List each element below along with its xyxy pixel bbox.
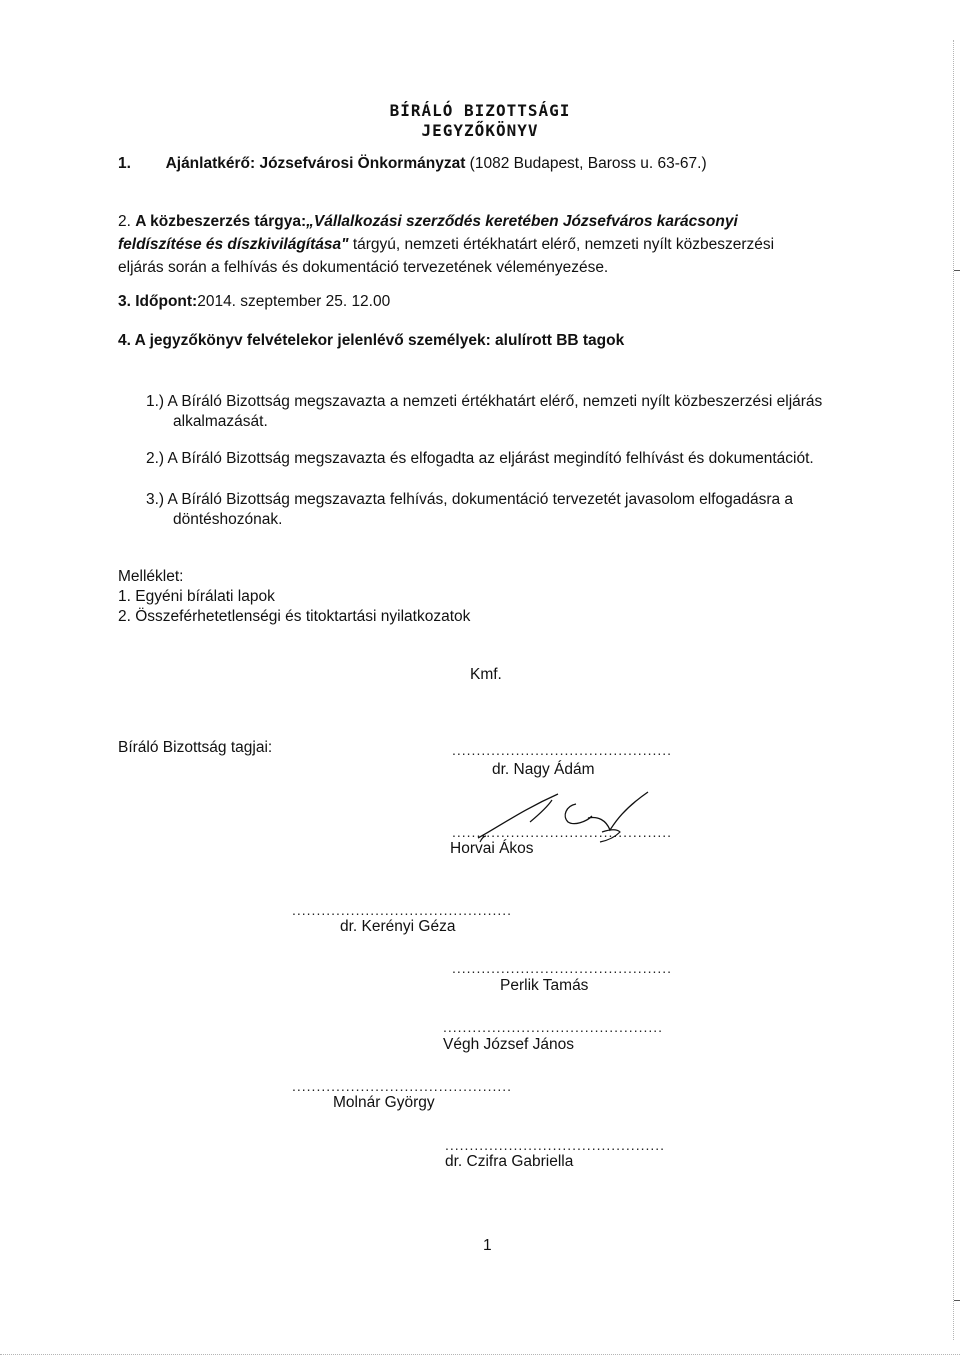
attachment-item-2 — [118, 607, 470, 627]
section-2-line1 — [118, 212, 738, 232]
scan-edge-mark — [954, 270, 960, 271]
signatory-name: Végh József János — [443, 1036, 574, 1053]
decision-1-line1 — [146, 392, 822, 412]
signature-line: ............................................. — [445, 1137, 666, 1153]
kmf-label: Kmf. — [470, 666, 502, 683]
signatory-name: dr. Nagy Ádám — [492, 761, 595, 778]
signature-line: ............................................. — [452, 960, 673, 976]
section-1-label: Ajánlatkérő: — [165, 155, 256, 172]
signatory-name: dr. Czifra Gabriella — [445, 1153, 574, 1170]
attachment-item-number: 2. — [118, 608, 131, 625]
decision-2-text: A Bíráló Bizottság megszavazta és elfogadta az eljárást megindító felhívást és dokumentációt. — [167, 450, 814, 467]
decision-1-line2: alkalmazását. — [173, 413, 268, 430]
signatory-name: dr. Kerényi Géza — [340, 918, 456, 935]
section-4: 4. A jegyzőkönyv felvételekor jelenlévő személyek: alulírott BB tagok — [118, 332, 625, 349]
section-3 — [118, 292, 390, 312]
section-2-line3: eljárás során a felhívás és dokumentáció tervezetének véleményezése. — [118, 259, 609, 276]
decision-1-number: 1.) — [146, 393, 165, 410]
attachment-item-text: Összeférhetetlenségi és titoktartási nyilatkozatok — [135, 608, 471, 625]
procurement-subject-part1: „Vállalkozási szerződés keretében Józsefváros karácsonyi — [306, 213, 738, 230]
decision-3-text: A Bíráló Bizottság megszavazta felhívás, dokumentáció tervezetét javasolom elfogadásra a — [167, 491, 794, 508]
procurement-subject-part2: feldíszítése és díszkivilágítása" — [118, 236, 349, 253]
members-label: Bíráló Bizottság tagjai: — [118, 739, 273, 756]
attachment-item-number: 1. — [118, 588, 131, 605]
signature-line: ............................................. — [292, 902, 513, 918]
scan-edge-right — [953, 40, 954, 1340]
signatory-name: Molnár György — [333, 1094, 435, 1111]
section-2-number: 2. — [118, 213, 131, 230]
decision-3-number: 3.) — [146, 491, 165, 508]
section-3-label: 3. Időpont: — [118, 293, 198, 310]
page-number: 1 — [483, 1237, 492, 1254]
section-1 — [118, 154, 707, 174]
signature-line: ............................................. — [292, 1078, 513, 1094]
signature-line: ............................................. — [452, 824, 673, 840]
attachment-item-text: Egyéni bírálati lapok — [135, 588, 275, 605]
decision-3-line1 — [146, 490, 793, 510]
scan-edge-mark — [954, 1300, 960, 1301]
procurement-subject-description: tárgyú, nemzeti értékhatárt elérő, nemzeti nyílt közbeszerzési — [352, 236, 775, 253]
section-2-line2 — [118, 235, 774, 255]
contracting-authority-address: (1082 Budapest, Baross u. 63-67.) — [469, 155, 707, 172]
signatory-name: Perlik Tamás — [500, 977, 589, 994]
signatory-name: Horvai Ákos — [450, 840, 534, 857]
attachment-item-1 — [118, 587, 275, 607]
document-title-line2: JEGYZŐKÖNYV — [421, 121, 539, 140]
signature-line: ............................................. — [452, 742, 673, 758]
decision-2-line1 — [146, 449, 814, 469]
attachments-heading: Melléklet: — [118, 568, 184, 585]
signature-line: ............................................. — [443, 1019, 664, 1035]
decision-1-text: A Bíráló Bizottság megszavazta a nemzeti értékhatárt elérő, nemzeti nyílt közbeszerzési eljárás — [167, 393, 823, 410]
section-1-number: 1. — [118, 155, 131, 172]
decision-3-line2: döntéshozónak. — [173, 511, 283, 528]
contracting-authority: Józsefvárosi Önkormányzat — [259, 155, 466, 172]
section-2-label: A közbeszerzés tárgya: — [135, 213, 307, 230]
decision-2-number: 2.) — [146, 450, 165, 467]
document-title-line1: BÍRÁLÓ BIZOTTSÁGI — [389, 101, 571, 120]
scan-edge-bottom — [0, 1354, 960, 1355]
meeting-date: 2014. szeptember 25. 12.00 — [197, 293, 391, 310]
